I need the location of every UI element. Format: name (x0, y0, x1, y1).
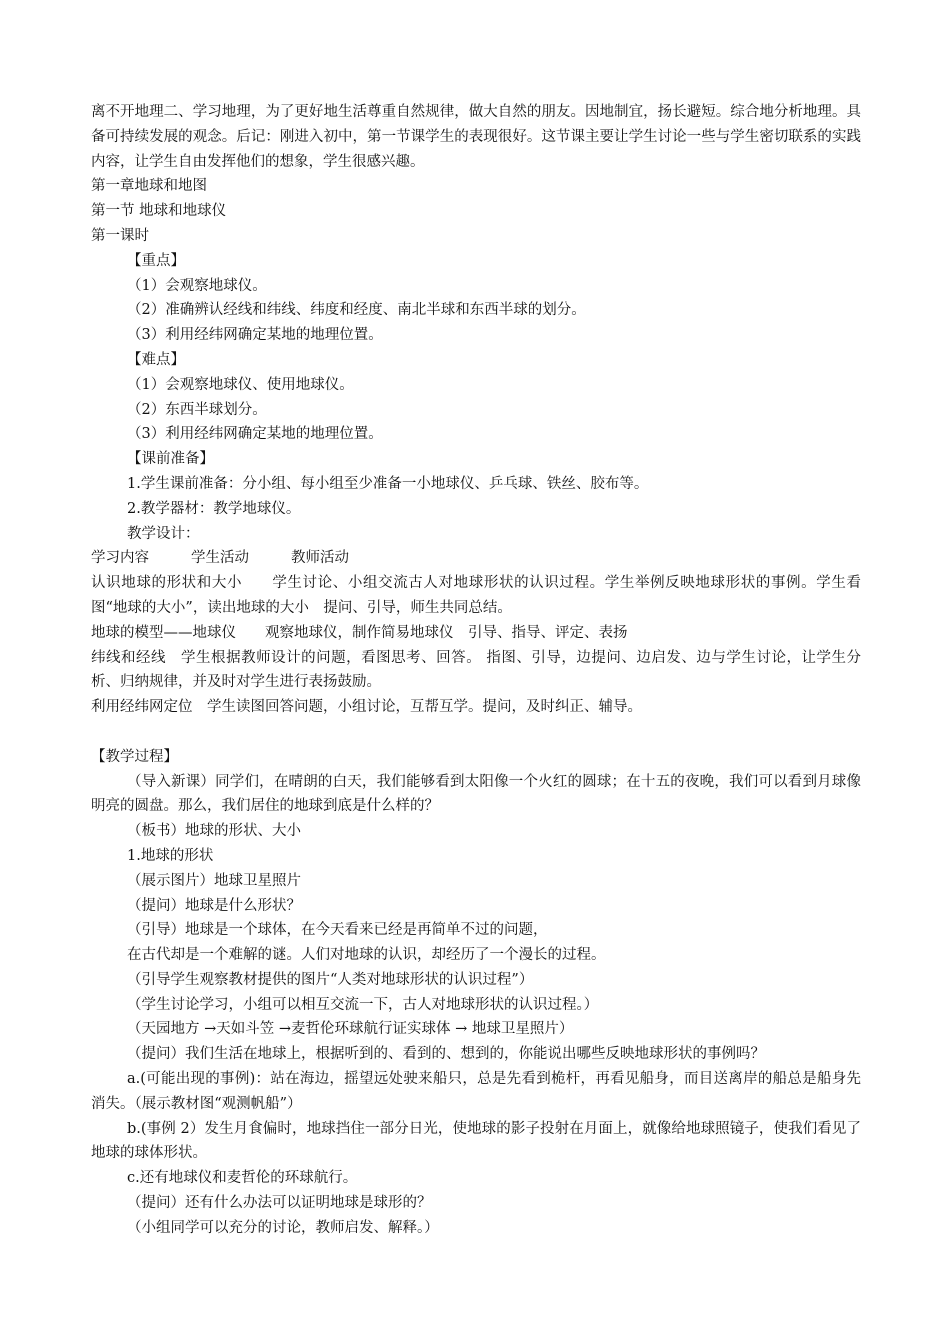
key-point-item: （1）会观察地球仪。 (127, 277, 267, 294)
lesson-title: 第一课时 (91, 227, 149, 244)
chapter-title: 第一章地球和地图 (91, 178, 207, 195)
section-title: 第一节 地球和地球仪 (91, 203, 227, 220)
process-paragraph: （引导学生观察教材提供的图片“人类对地球形状的认识过程”） (127, 971, 534, 988)
process-paragraph: c.还有地球仪和麦哲伦的环球航行。 (127, 1170, 358, 1187)
process-paragraph: （提问）地球是什么形状？ (127, 897, 301, 914)
header-teacher: 教师活动 (291, 550, 349, 567)
difficult-point-item: （1）会观察地球仪、使用地球仪。 (127, 376, 354, 393)
blank-line (91, 720, 861, 745)
process-paragraph: （提问）我们生活在地球上，根据听到的、看到的、想到的，你能说出哪些反映地球形状的事例吗？ (127, 1046, 765, 1063)
process-paragraph: a.(可能出现的事例)：站在海边，摇望远处驶来船只，总是先看到桅杆，再看见船身，而目送离岸的船总是船身先消失。（展示教材图“观测帆船”） (91, 1071, 861, 1112)
preparation-item: 1.学生课前准备：分小组、每小组至少准备一小地球仪、乒乓球、铁丝、胶布等。 (127, 475, 649, 492)
design-table-header (91, 546, 861, 571)
intro-paragraph: 离不开地理二、学习地理，为了更好地生活尊重自然规律，做大自然的朋友。因地制宜，扬长避短。综合地分析地理。具备可持续发展的观念。后记：刚进入初中，第一节课学生的表现很好。这节课主要让学生讨论一些与学生密切联系的实践内容，让学生自由发挥他们的想象，学生很感兴趣。 (91, 104, 861, 170)
design-table-row: 认识地球的形状和大小 学生讨论、小组交流古人对地球形状的认识过程。学生举例反映地球形状的事例。学生看图“地球的大小”，读出地球的大小 提问、引导，师生共同总结。 (91, 575, 861, 616)
design-table-row: 地球的模型——地球仪 观察地球仪，制作简易地球仪 引导、指导、评定、表扬 (91, 624, 628, 641)
process-paragraph: （展示图片）地球卫星照片 (127, 872, 301, 889)
preparation-heading: 【课前准备】 (127, 451, 214, 468)
header-content: 学习内容 (91, 550, 149, 567)
preparation-item: 2.教学器材：教学地球仪。 (127, 500, 301, 517)
process-paragraph: （导入新课）同学们，在晴朗的白天，我们能够看到太阳像一个火红的圆球；在十五的夜晚，我们可以看到月球像明亮的圆盘。那么，我们居住的地球到底是什么样的？ (91, 773, 861, 815)
process-paragraph: （板书）地球的形状、大小 (127, 823, 301, 840)
process-paragraph: （学生讨论学习，小组可以相互交流一下，古人对地球形状的认识过程。） (127, 996, 599, 1013)
difficult-points-heading: 【难点】 (127, 351, 185, 368)
difficult-point-item: （2）东西半球划分。 (127, 401, 267, 418)
design-table-row: 利用经纬网定位 学生读图回答问题，小组讨论，互帮互学。提问，及时纠正、辅导。 (91, 699, 642, 716)
key-points-heading: 【重点】 (127, 252, 185, 269)
process-paragraph: （提问）还有什么办法可以证明地球是球形的？ (127, 1195, 432, 1212)
key-point-item: （2）准确辨认经线和纬线、纬度和经度、南北半球和东西半球的划分。 (127, 302, 586, 319)
process-paragraph: （小组同学可以充分的讨论，教师启发、解释。） (127, 1219, 439, 1236)
process-heading: 【教学过程】 (91, 748, 178, 765)
process-paragraph: （天园地方 →天如斗笠 →麦哲伦环球航行证实球体 → 地球卫星照片） (127, 1021, 574, 1038)
process-paragraph: （引导）地球是一个球体，在今天看来已经是再简单不过的问题， (127, 922, 548, 939)
difficult-point-item: （3）利用经纬网确定某地的地理位置。 (127, 426, 383, 443)
document-page (91, 100, 861, 1241)
header-student: 学生活动 (191, 550, 249, 567)
process-paragraph: 在古代却是一个难解的谜。人们对地球的认识，却经历了一个漫长的过程。 (127, 947, 606, 964)
process-paragraph: 1.地球的形状 (127, 847, 214, 864)
key-point-item: （3）利用经纬网确定某地的地理位置。 (127, 327, 383, 344)
design-table-row: 纬线和经线 学生根据教师设计的问题，看图思考、回答。 指图、引导，边提问、边启发、边与学生讨论，让学生分析、归纳规律，并及时对学生进行表扬鼓励。 (91, 649, 861, 691)
design-label: 教学设计： (127, 525, 200, 542)
process-paragraph: b.(事例 2）发生月食偏时，地球挡住一部分日光，使地球的影子投射在月面上，就像给地球照镜子，使我们看见了地球的球体形状。 (91, 1120, 861, 1162)
